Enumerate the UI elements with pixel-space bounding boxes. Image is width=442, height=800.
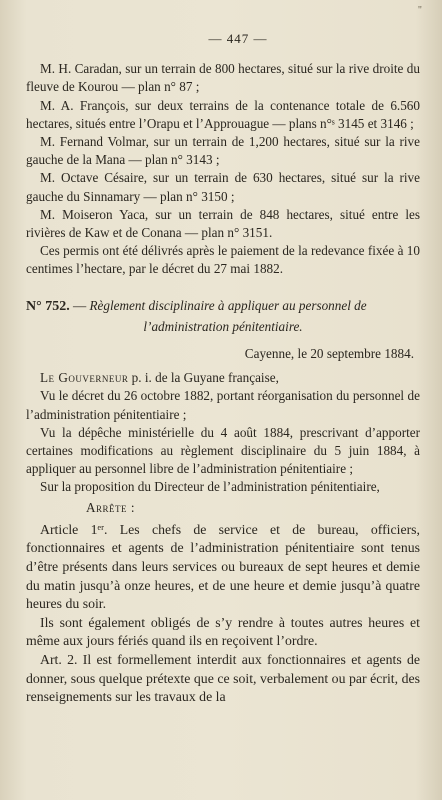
article-2: Art. 2. Il est formellement interdit aux fonctionnaires et agents de donner, sous quelque prétexte que ce soit, verbalement ou par écrit, des renseignements sur les travaux de la [26,652,420,705]
permit-entry: M. Octave Césaire, sur un terrain de 630 hectares, situé sur la rive gauche du Sinnamary — plan n° 3150 ; [26,170,420,204]
decree-heading: N° 752. — Règlement disciplinaire à appliquer au personnel de [26,297,367,314]
consideration: Vu le décret du 26 octobre 1882, portant réorganisation du personnel de l’administration pénitentiaire ; [26,388,420,422]
corner-mark: " [417,5,422,16]
article-1-continuation: Ils sont également obligés de s’y rendre à toutes autres heures et même aux jours fériés quand ils en reçoivent l’ordre. [26,614,420,649]
page-number: — 447 — [208,31,268,46]
arrete-heading: Arrête : [86,499,135,515]
permit-entry: M. A. François, sur deux terrains de la contenance totale de 6.560 hectares, situés entre l’Orapu et l’Approuague — plans n°ˢ 3145 et 3146 ; [26,97,420,131]
permit-entry: M. Fernand Volmar, sur un terrain de 1,200 hectares, situé sur la rive gauche de la Mana — plan n° 3143 ; [26,134,420,168]
authority-rest: p. i. de la Guyane française, [128,370,279,386]
section-separator [26,279,420,297]
decree-date: Cayenne, le 20 septembre 1884. [244,346,414,362]
decree-authority [26,369,420,387]
consideration: Vu la dépêche ministérielle du 4 août 1884, prescrivant d’apporter certaines modifications au règlement disciplinaire du 5 juin 1884, à appliquer au personnel libre de l’administration pénitentiaire ; [26,424,420,477]
consideration: Sur la proposition du Directeur de l’administration pénitentiaire, [40,479,380,495]
article-1: Article 1ᵉʳ. Les chefs de service et de bureau, officiers, fonctionnaires et agents de l’administration pénitentiaire sont tenus d’être présents dans leurs services ou bureaux de sept heures et demie du matin jusqu’à onze heures, et de une heure et demie jusqu’à quatre heures du soir. [26,521,420,612]
authority-title: Le Gouverneur [40,370,129,386]
decree-title-line2: l’administration pénitentiaire. [143,318,303,334]
decree-title-line1: Règlement disciplinaire à appliquer au personnel de [89,297,367,313]
decree-number: N° 752. [26,298,70,314]
permits-closing: Ces permis ont été délivrés après le paiement de la redevance fixée à 10 centimes l’hectare, par le décret du 27 mai 1882. [26,243,420,277]
permit-entry: M. H. Caradan, sur un terrain de 800 hectares, situé sur la rive droite du fleuve de Kourou — plan n° 87 ; [26,61,420,95]
permit-entry: M. Moiseron Yaca, sur un terrain de 848 hectares, situé entre les rivières de Kaw et de Conana — plan n° 3151. [26,206,420,241]
